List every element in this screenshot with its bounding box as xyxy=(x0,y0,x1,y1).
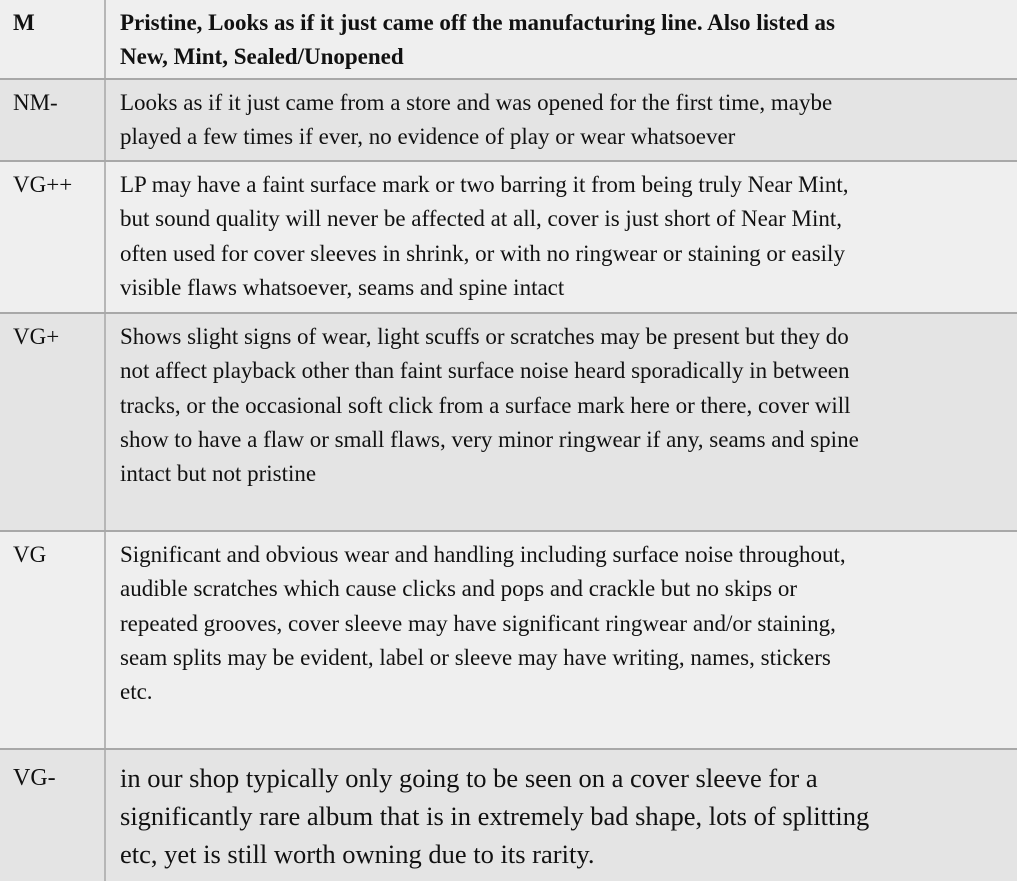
grade-cell: M xyxy=(13,10,35,35)
grade-cell: VG++ xyxy=(13,172,73,197)
column-divider xyxy=(104,750,106,881)
grade-cell: VG+ xyxy=(13,324,60,349)
table-row xyxy=(0,80,1017,162)
column-divider xyxy=(104,0,106,78)
column-divider xyxy=(104,314,106,530)
description-cell: LP may have a faint surface mark or two barring it from being truly Near Mint, but sound quality will never be affected at all, cover is just short of Near Mint, often used for cover sleeves in shrink, or with no ringwear or staining or easily visible flaws whatsoever, seams and spine intact xyxy=(120,172,849,300)
column-divider xyxy=(104,80,106,160)
description-cell: Significant and obvious wear and handling including surface noise throughout, audible scratches which cause clicks and pops and crackle but no skips or repeated grooves, cover sleeve may have significant ringwear and/or staining, seam splits may be evident, label or sleeve may have writing, names, stickers etc. xyxy=(120,542,846,705)
grade-cell: VG- xyxy=(13,765,56,791)
table-row xyxy=(0,314,1017,532)
grade-cell: VG xyxy=(13,542,47,567)
description-cell: Looks as if it just came from a store and was opened for the first time, maybe played a few times if ever, no evidence of play or wear whatsoever xyxy=(120,90,833,150)
table-row xyxy=(0,532,1017,750)
table-row xyxy=(0,0,1017,80)
description-cell: Shows slight signs of wear, light scuffs or scratches may be present but they do not affect playback other than faint surface noise heard sporadically in between tracks, or the occasional soft click from a surface mark here or there, cover will show to have a flaw or small flaws, very minor ringwear if any, seams and spine intact but not pristine xyxy=(120,324,859,487)
grade-cell: NM- xyxy=(13,90,58,115)
column-divider xyxy=(104,162,106,312)
table-row xyxy=(0,162,1017,314)
table-row xyxy=(0,750,1017,881)
description-cell: Pristine, Looks as if it just came off the manufacturing line. Also listed as New, Mint, Sealed/Unopened xyxy=(120,10,835,70)
description-cell: in our shop typically only going to be seen on a cover sleeve for a significantly rare album that is in extremely bad shape, lots of splitting etc, yet is still worth owning due to its rarity. xyxy=(120,763,870,869)
column-divider xyxy=(104,532,106,748)
